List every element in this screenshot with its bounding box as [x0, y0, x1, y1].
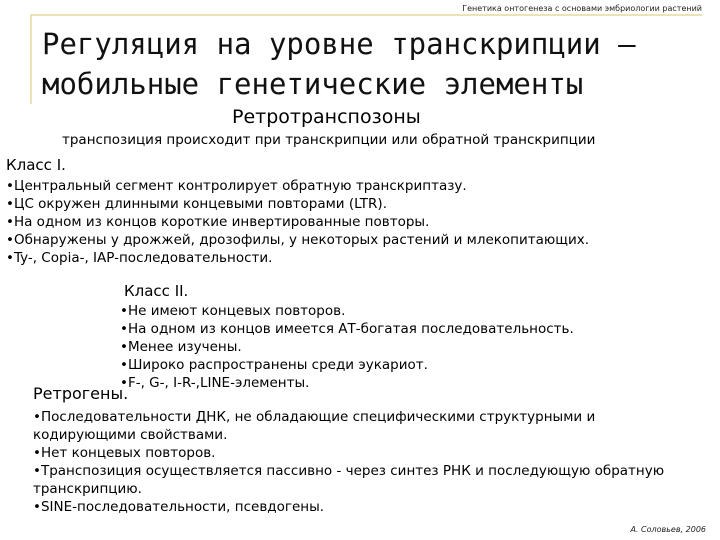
slide-title [42, 24, 702, 104]
list-item: •Не имеют концевых повторов. [120, 303, 346, 319]
decorative-frame-left [30, 14, 32, 104]
course-header: Генетика онтогенеза с основами эмбриологии растений [462, 4, 702, 13]
list-item: •F-, G-, I-R-,LINE-элементы. [120, 375, 310, 391]
list-item: •ЦС окружен длинными концевыми повторами (LTR). [6, 196, 387, 212]
slide-title-line-1: Регуляция на уровне транскрипции – [42, 27, 636, 61]
class-2-heading: Класс II. [124, 282, 189, 300]
section-subtitle: Ретротранспозоны [232, 106, 421, 128]
class-2-list [120, 302, 680, 392]
list-item: •Нет концевых повторов. [33, 445, 216, 461]
author-footer: А. Соловьев, 2006 [630, 525, 706, 534]
list-item: •Последовательности ДНК, не обладающие специфическими структурными и кодирующими свойствами. [33, 409, 596, 443]
list-item: •На одном из концов короткие инвертированные повторы. [6, 214, 430, 230]
list-item: •Широко распространены среди эукариот. [120, 357, 428, 373]
list-item: •Менее изучены. [120, 339, 242, 355]
list-item: •Ty-, Copia-, IAP-последовательности. [6, 250, 273, 266]
decorative-frame-top [30, 14, 702, 16]
class-1-heading: Класс I. [6, 156, 66, 174]
retrogenes-list [33, 408, 673, 516]
section-description: транспозиция происходит при транскрипции или обратной транскрипции [62, 132, 596, 148]
class-1-list [6, 177, 706, 267]
slide-title-line-2: мобильные генетические элементы [42, 67, 584, 101]
list-item: •Центральный сегмент контролирует обратную транскриптазу. [6, 178, 467, 194]
list-item: •На одном из концов имеется АТ-богатая последовательность. [120, 321, 574, 337]
list-item: •Обнаружены у дрожжей, дрозофилы, у некоторых растений и млекопитающих. [6, 232, 590, 248]
list-item: •SINE-последовательности, псевдогены. [33, 499, 325, 515]
list-item: •Транспозиция осуществляется пассивно - через синтез РНК и последующую обратную транскрипцию. [33, 463, 665, 497]
retrogenes-heading: Ретрогены. [33, 384, 129, 403]
